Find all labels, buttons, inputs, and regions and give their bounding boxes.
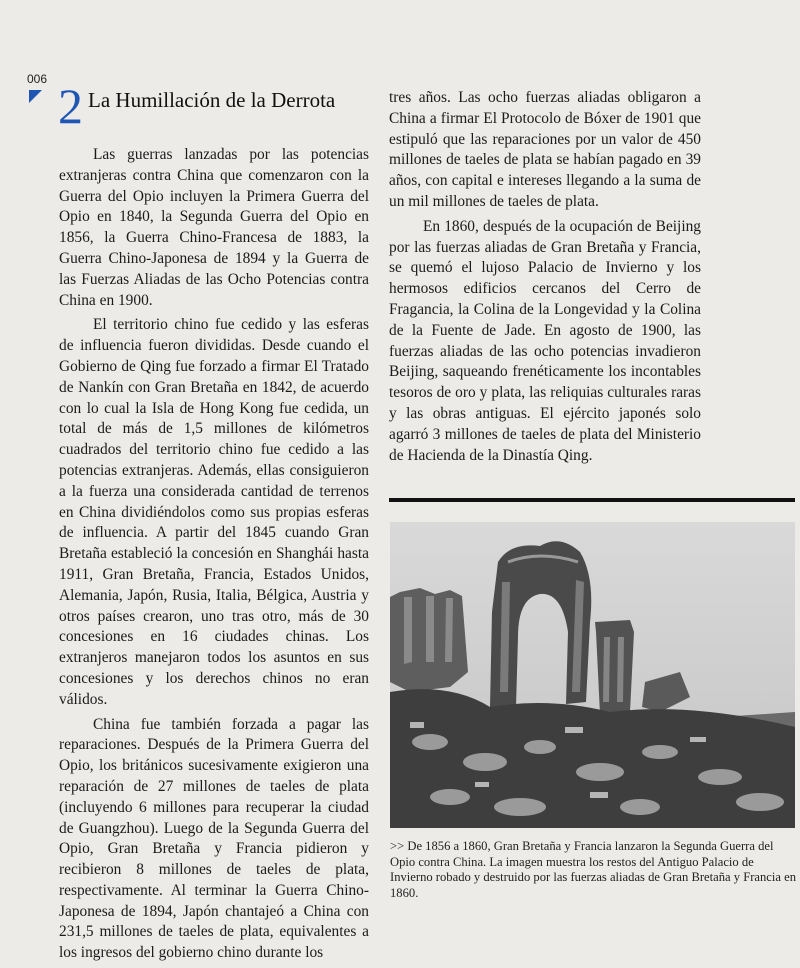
left-text-column	[59, 145, 369, 968]
right-text-column	[389, 88, 701, 470]
paragraph: China fue también forzada a pagar las reparaciones. Después de la Primera Guerra del Opio, los británicos sucesivamente exigieron una reparación de 27 millones de taeles de plata (incluyendo 6 millones para recuperar la ciudad de Guangzhou). Luego de la Segunda Guerra del Opio, Gran Bretaña y Francia pidieron y recibieron 8 millones de taeles de plata, respectivamente. Al terminar la Guerra Chino-Japonesa de 1894, Japón chantajeó a China con 231,5 millones de taeles de plata, equivalentes a los ingresos del gobierno chino durante los	[59, 715, 369, 962]
chapter-title: La Humillación de la Derrota	[88, 88, 336, 112]
paragraph: El territorio chino fue cedido y las esferas de influencia fueron divididas. Desde cuando el Gobierno de Qing fue forzado a firmar El Tratado de Nankín con Gran Bretaña en 1842, de acuerdo con lo cual la Isla de Hong Kong fue cedida, un total de más de 1,5 millones de kilómetros cuadrados del territorio chino fue cedido a las potencias extranjeras. Además, ellas consiguieron a la fuerza una considerada cantidad de terrenos en China dividiéndolos como sus propias esferas de influencia. A partir del 1845 cuando Gran Bretaña estableció la concesión en Shanghái hasta 1911, Gran Bretaña, Francia, Estados Unidos, Alemania, Japón, Rusia, Italia, Bélgica, Austria y otros países crearon, uno tras otro, más de 30 concesiones en 16 ciudades chinas. Los extranjeros manejaron todos los asuntos en sus concesiones y los derechos chinos no eran válidos.	[59, 316, 369, 708]
paragraph: Las guerras lanzadas por las potencias extranjeras contra China que comenzaron con la Guerra del Opio incluyen la Primera Guerra del Opio en 1840, la Segunda Guerra del Opio en 1856, la Guerra Chino-Francesa de 1883, la Guerra Chino-Japonesa de 1894 y la Guerra de las Fuerzas Aliadas de las Ocho Potencias contra China en 1900.	[59, 146, 369, 309]
figure-caption: >> De 1856 a 1860, Gran Bretaña y Francia lanzaron la Segunda Guerra del Opio contra China. La imagen muestra los restos del Antiguo Palacio de Invierno robado y destruido por las fuerzas aliadas de Gran Bretaña y Francia en 1860.	[390, 839, 796, 900]
ruins-photo	[390, 522, 795, 828]
paragraph: En 1860, después de la ocupación de Beijing por las fuerzas aliadas de Gran Bretaña y Francia, se quemó el lujoso Palacio de Invierno y los hermosos edificios cercanos del Cerro de Fragancia, la Colina de la Longevidad y la Colina de la Fuente de Jade. En agosto de 1900, las fuerzas aliadas de las ocho potencias invadieron Beijing, saqueando frenéticamente los incontables tesoros de oro y plata, las reliquias culturales raras y las obras antiguas. El ejército japonés solo agarró 3 millones de taeles de plata del Ministerio de Hacienda de la Dinastía Qing.	[389, 217, 701, 464]
corner-triangle-icon	[29, 90, 42, 103]
section-divider	[389, 498, 795, 502]
page-number: 006	[27, 72, 48, 86]
paragraph: tres años. Las ocho fuerzas aliadas obligaron a China a firmar El Protocolo de Bóxer de 1901 que estipuló que las reparaciones por un valor de 450 millones de taeles de plata se habían pagado en 39 años, con capital e intereses llegando a la suma de un mil millones de taeles de plata.	[389, 89, 701, 210]
chapter-number: 2	[58, 78, 83, 134]
